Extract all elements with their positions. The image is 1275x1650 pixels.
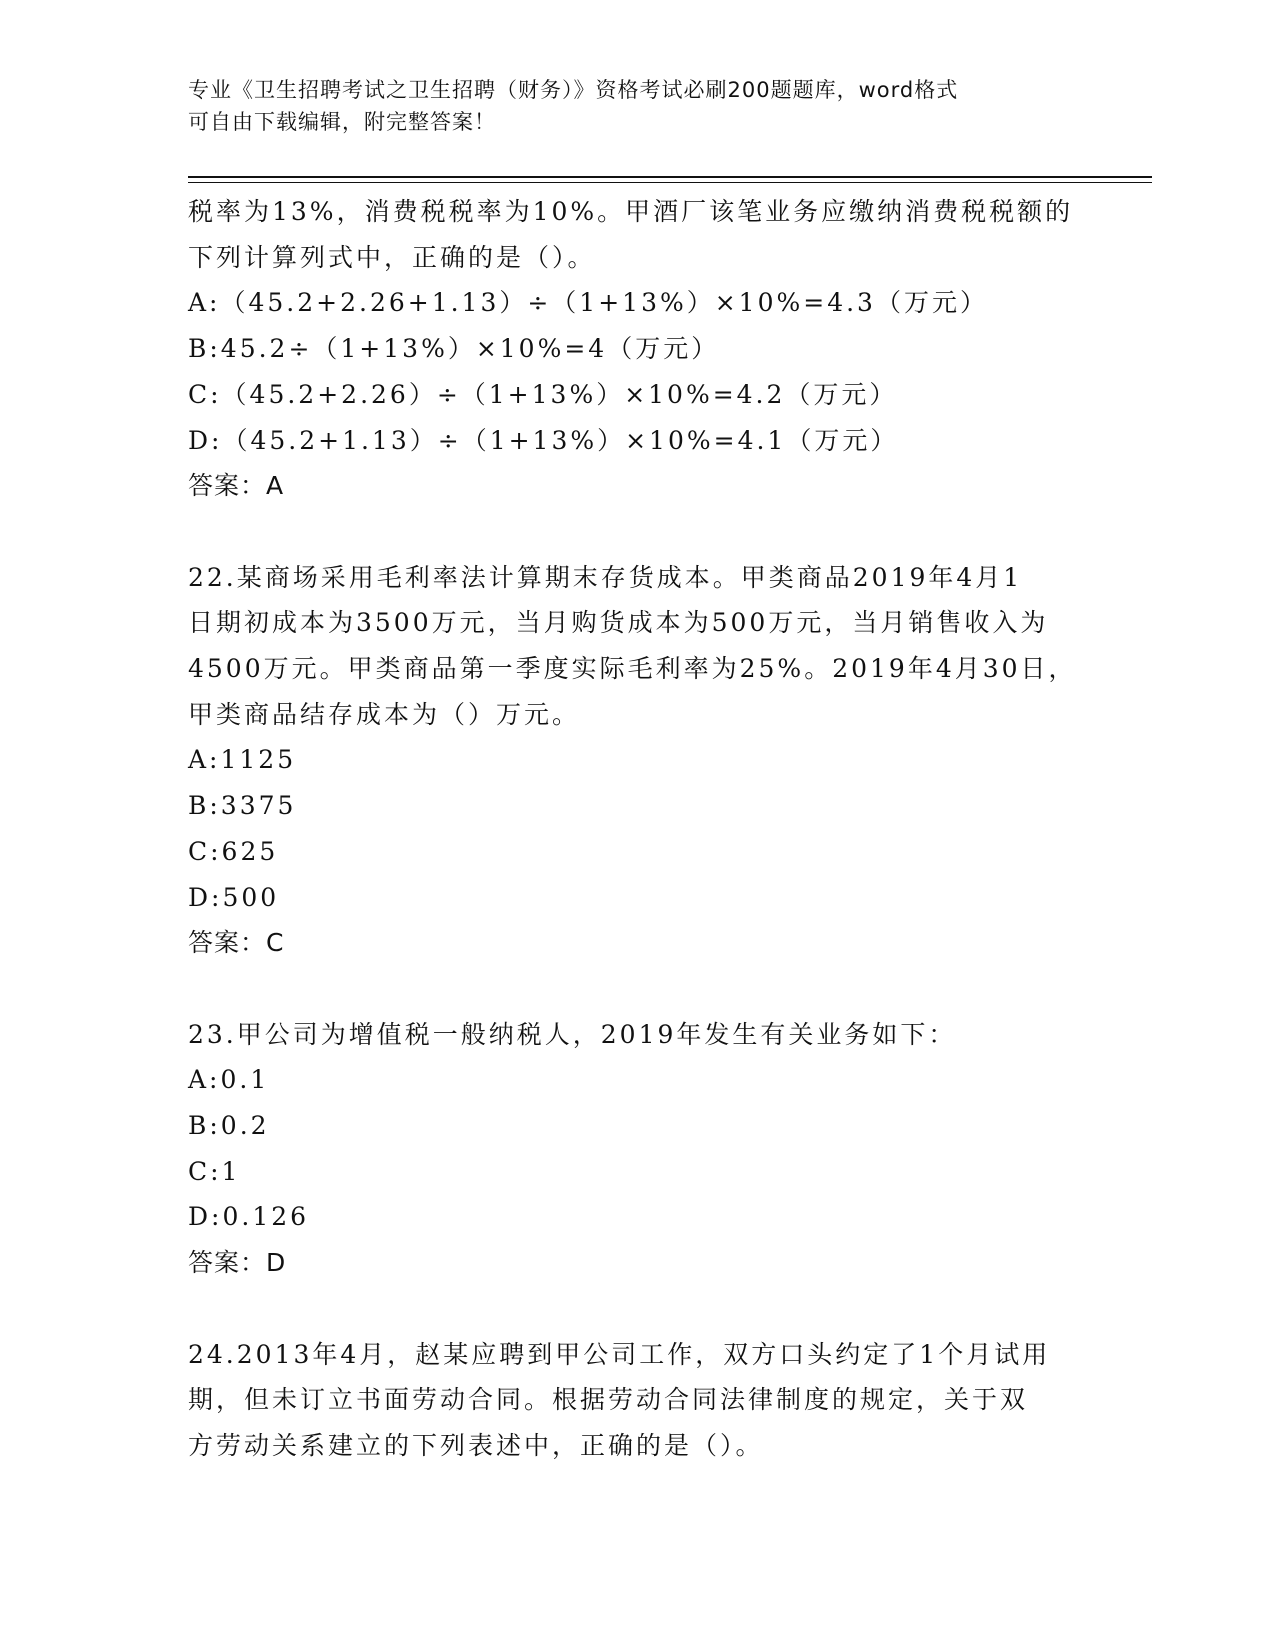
option-d: D:0.126: [188, 1202, 310, 1232]
option-c: C:（45.2+2.26）÷（1+13%）×10%=4.2（万元）: [188, 379, 898, 409]
answer-label: 答案：A: [188, 471, 285, 501]
answer-label: 答案：D: [188, 1248, 287, 1278]
spacer: [188, 966, 1088, 1012]
option-a: A:（45.2+2.26+1.13）÷（1+13%）×10%=4.3（万元）: [188, 288, 988, 318]
option-d: D:500: [188, 882, 280, 912]
question-content: [188, 189, 1088, 1469]
question-text-line: 甲类商品结存成本为（）万元。: [188, 699, 581, 729]
answer-label: 答案：C: [188, 928, 285, 958]
question-text-line: 4500万元。甲类商品第一季度实际毛利率为25%。2019年4月30日，: [188, 654, 1077, 684]
option-c: C:1: [188, 1156, 241, 1186]
option-a: A:1125: [188, 745, 297, 775]
question-text-line: 期，但未订立书面劳动合同。根据劳动合同法律制度的规定，关于双: [188, 1385, 1029, 1415]
spacer: [188, 509, 1088, 555]
header-line-1: 专业《卫生招聘考试之卫生招聘（财务）》资格考试必刷200题题库，word格式: [188, 78, 959, 102]
option-a: A:0.1: [188, 1065, 270, 1095]
question-text-line: 税率为13%，消费税税率为10%。甲酒厂该笔业务应缴纳消费税税额的: [188, 197, 1074, 226]
question-text-line: 24.2013年4月，赵某应聘到甲公司工作，双方口头约定了1个月试用: [188, 1339, 1051, 1369]
option-b: B:45.2÷（1+13%）×10%=4（万元）: [188, 334, 720, 364]
question-fragment: [188, 189, 1088, 509]
question-24: [188, 1332, 1088, 1469]
header-divider-thick: [188, 176, 1152, 178]
header-divider-thin: [188, 182, 1152, 183]
option-c: C:625: [188, 836, 279, 866]
option-d: D:（45.2+1.13）÷（1+13%）×10%=4.1（万元）: [188, 425, 899, 455]
option-b: B:0.2: [188, 1111, 270, 1141]
question-22: [188, 555, 1088, 966]
header-line-2: 可自由下载编辑，附完整答案！: [188, 110, 496, 134]
option-b: B:3375: [188, 791, 297, 821]
document-header: [188, 74, 1088, 138]
question-text-line: 方劳动关系建立的下列表述中，正确的是（）。: [188, 1430, 764, 1460]
question-text-line: 日期初成本为3500万元，当月购货成本为500万元，当月销售收入为: [188, 608, 1049, 638]
question-23: [188, 1012, 1088, 1286]
question-text-line: 下列计算列式中，正确的是（）。: [188, 242, 596, 272]
spacer: [188, 1286, 1088, 1332]
question-text-line: 23.甲公司为增值税一般纳税人，2019年发生有关业务如下：: [188, 1019, 957, 1049]
question-text-line: 22.某商场采用毛利率法计算期末存货成本。甲类商品2019年4月1: [188, 562, 1023, 592]
